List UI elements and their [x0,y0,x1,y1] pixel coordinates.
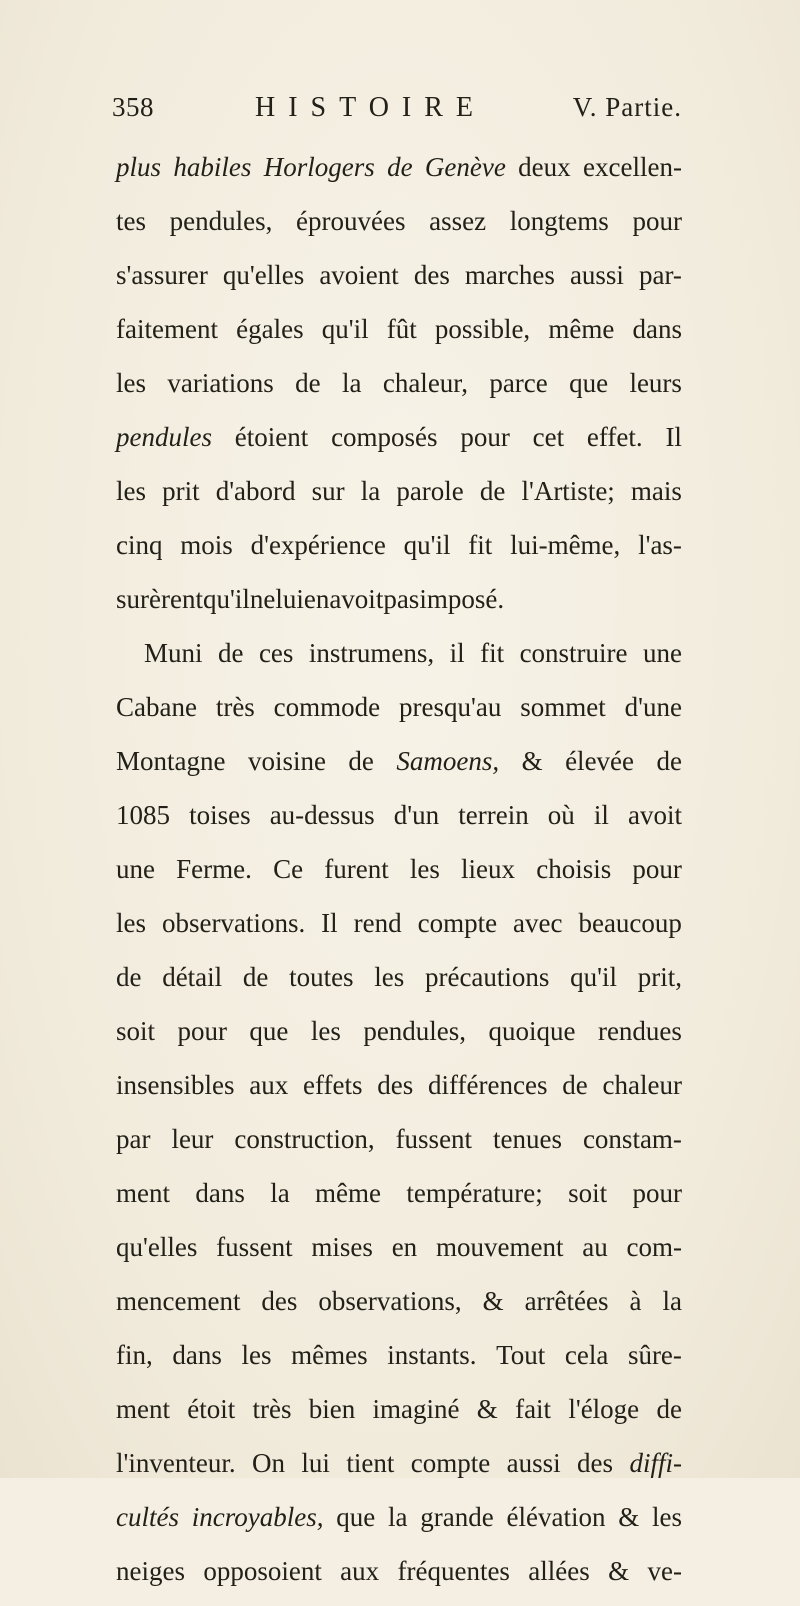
word: l'Artiste; [521,476,615,506]
word: lieux [461,854,516,884]
italic-word: incroyables, [191,1502,324,1532]
word: terrein [458,800,529,830]
word: les [116,368,146,398]
word: grande [420,1502,494,1532]
word: les [409,854,440,884]
word: par [116,1124,151,1154]
word: cela [564,1340,609,1370]
word: pour [632,206,682,236]
word: & [521,746,543,776]
word: parole [396,476,464,506]
word: sommet [520,692,606,722]
word: qu'elles [222,260,305,290]
word: ve- [647,1556,682,1586]
word: de [295,368,321,398]
word: Montagne [116,746,226,776]
word: la [387,1502,408,1532]
word: élevée [565,746,635,776]
word: que [569,368,609,398]
word: de [116,962,142,992]
word: pendules, [169,206,273,236]
word: même [315,1178,382,1208]
text-line [116,634,682,688]
word: Tout [496,1340,546,1370]
word: sur [311,476,345,506]
word: d'une [624,692,682,722]
text-line [116,310,682,364]
word: soit [568,1178,608,1208]
word: pour [177,1016,227,1046]
word: dans [172,1340,222,1370]
word: tenues [493,1124,562,1154]
word: de [479,476,506,506]
word: soit [116,1016,156,1046]
text-line [116,1498,682,1552]
word: Muni [144,638,203,668]
word: la [662,1286,682,1316]
word: presqu'au [399,692,502,722]
word: d'un [393,800,440,830]
word: que [336,1502,376,1532]
text-line [116,1390,682,1444]
text-line [116,202,682,256]
word: s'assurer [116,260,208,290]
word: mais [630,476,682,506]
word: la [360,476,381,506]
word: aussi [569,260,624,290]
word: étoit [187,1394,236,1424]
word: effets [303,1070,363,1100]
word: constam- [582,1124,682,1154]
word: éprouvées [296,206,406,236]
word: commode [273,692,381,722]
word: des [261,1286,298,1316]
word: instants. [387,1340,477,1370]
text-line [116,526,682,580]
word: la [270,1178,290,1208]
word: de [242,962,269,992]
text-line [116,1120,682,1174]
word: d'abord [215,476,296,506]
word: tes [116,206,146,236]
word: les [374,962,405,992]
word: une [116,854,155,884]
word: allées [528,1556,590,1586]
word: mouvement [435,1232,564,1262]
word: Il [321,908,338,938]
word: qu'il [570,962,617,992]
word: observations. [161,908,306,938]
word: différences [428,1070,548,1100]
word: bien [308,1394,356,1424]
word: d'expérience [250,530,386,560]
word: qu'il [202,584,250,614]
word: qu'elles [116,1232,198,1262]
word: furent [324,854,389,884]
word: Ferme. [176,854,252,884]
word: mises [311,1232,373,1262]
word: rend [353,908,402,938]
text-line [116,1012,682,1066]
part-label: V. Partie. [572,92,682,122]
word: cinq [116,530,163,560]
word: ces [258,638,294,668]
word: variations [167,368,274,398]
word: pour [632,1178,682,1208]
word: & [618,1502,640,1532]
text-line [116,1282,682,1336]
italic-word: habiles [173,152,252,182]
italic-word: plus [116,152,162,182]
word: sûre- [627,1340,682,1370]
italic-word: Genève [424,152,506,182]
word: possible, [434,314,531,344]
word: imposé. [419,584,505,614]
text-line [116,742,682,796]
word: qu'il [403,530,451,560]
word: opposoient [203,1556,322,1586]
italic-word: de [387,152,413,182]
text-line [116,1552,682,1606]
word: insensibles [116,1070,235,1100]
word: fin, [116,1340,153,1370]
word: détail [162,962,223,992]
word: Cabane [116,692,197,722]
word: aux [249,1070,289,1100]
word: com- [626,1232,682,1262]
word: deux [518,152,571,182]
word: l'inventeur. [116,1448,236,1478]
word: dans [195,1178,245,1208]
word: il [449,638,465,668]
word: avec [513,908,563,938]
word: ne [249,584,276,614]
word: leur [171,1124,214,1154]
word: les [116,476,146,506]
word: voisine [247,746,326,776]
word: composés [331,422,438,452]
word: dans [632,314,682,344]
word: de [348,746,374,776]
word: pour [460,422,510,452]
word: Il [665,422,682,452]
text-line [116,904,682,958]
word: pour [632,854,682,884]
word: température; [406,1178,543,1208]
text-line [116,364,682,418]
word: élévation [506,1502,606,1532]
word: précautions [424,962,550,992]
running-header [112,92,682,132]
text-line [116,1174,682,1228]
word: en [391,1232,418,1262]
word: que [249,1016,289,1046]
italic-word: pendules [116,422,212,452]
word: très [215,692,255,722]
word: avoit [329,584,384,614]
word: & [476,1394,498,1424]
word: 1085 [116,800,170,830]
word: & [608,1556,630,1586]
word: aussi [506,1448,561,1478]
text-line [116,688,682,742]
word: excellen- [583,152,682,182]
word: des [377,1070,414,1100]
word: tient [346,1448,395,1478]
word: leurs [629,368,682,398]
word: compte [417,908,498,938]
word: & [482,1286,504,1316]
word: longtems [509,206,609,236]
word: toutes [289,962,354,992]
word: lui [275,584,304,614]
word: les [241,1340,272,1370]
text-line [116,148,682,202]
italic-word: cultés [116,1502,179,1532]
word: fit [480,638,505,668]
text-line [116,1444,682,1498]
word: choisis [536,854,612,884]
word: très [252,1394,292,1424]
word: On [252,1448,285,1478]
word: les [116,908,146,938]
text-line [116,958,682,1012]
word: de [656,1394,682,1424]
italic-word: Horlogers [263,152,375,182]
word: surèrent [116,584,203,614]
word: ment [116,1394,170,1424]
word: fréquentes [397,1556,510,1586]
word: instrumens, [308,638,435,668]
text-line [116,418,682,472]
word: au [582,1232,608,1262]
word: lui-même, [510,530,621,560]
word: où [547,800,575,830]
word: mois [180,530,233,560]
text-line [116,1228,682,1282]
word: en [303,584,330,614]
word: pas [383,584,420,614]
text-line [116,850,682,904]
word: chaleur [602,1070,682,1100]
word: il [593,800,609,830]
word: observations, [318,1286,462,1316]
word: par- [639,260,682,290]
word: fût [386,314,417,344]
word: aux [340,1556,380,1586]
word: même [548,314,615,344]
word: quoique [488,1016,576,1046]
running-title: HISTOIRE [255,92,487,123]
page-number: 358 [112,92,154,122]
word: de [217,638,244,668]
word: prit, [637,962,682,992]
word: imaginé [372,1394,460,1424]
text-line [116,472,682,526]
word: prit [162,476,200,506]
word: de [562,1070,588,1100]
word: une [643,638,682,668]
word: lui [301,1448,330,1478]
text-line [116,256,682,310]
word: des [577,1448,614,1478]
word: beaucoup [578,908,682,938]
word: arrêtées [524,1286,609,1316]
word: fit [468,530,493,560]
word: mencement [116,1286,241,1316]
word: étoient [234,422,309,452]
word: la [342,368,362,398]
word: parce [489,368,548,398]
word: construire [519,638,628,668]
text-line [116,1066,682,1120]
italic-word: Samoens, [396,746,500,776]
text-line [116,796,682,850]
word: fussent [216,1232,293,1262]
word: de [656,746,682,776]
word: compte [410,1448,491,1478]
word: ment [116,1178,170,1208]
word: pendules, [363,1016,467,1046]
text-line [116,580,682,634]
word: effet. [586,422,643,452]
text-line [116,1336,682,1390]
word: construction, [234,1124,375,1154]
word: marches [464,260,555,290]
word: neiges [116,1556,185,1586]
word: au-dessus [269,800,375,830]
word: cet [532,422,565,452]
word: à [629,1286,642,1316]
word: les [310,1016,341,1046]
word: Ce [273,854,304,884]
word: fussent [395,1124,473,1154]
word: assez [429,206,487,236]
word: avoit [628,800,682,830]
word: mêmes [291,1340,368,1370]
word: rendues [597,1016,682,1046]
word: toises [189,800,251,830]
italic-word: diffi- [629,1448,682,1478]
word: qu'il [321,314,369,344]
body-text [116,148,682,1606]
word: égales [236,314,304,344]
word: faitement [116,314,218,344]
word: l'as- [638,530,682,560]
word: des [413,260,450,290]
word: chaleur, [382,368,468,398]
word: fait [515,1394,552,1424]
word: les [652,1502,682,1532]
word: avoient [319,260,399,290]
word: l'éloge [568,1394,640,1424]
